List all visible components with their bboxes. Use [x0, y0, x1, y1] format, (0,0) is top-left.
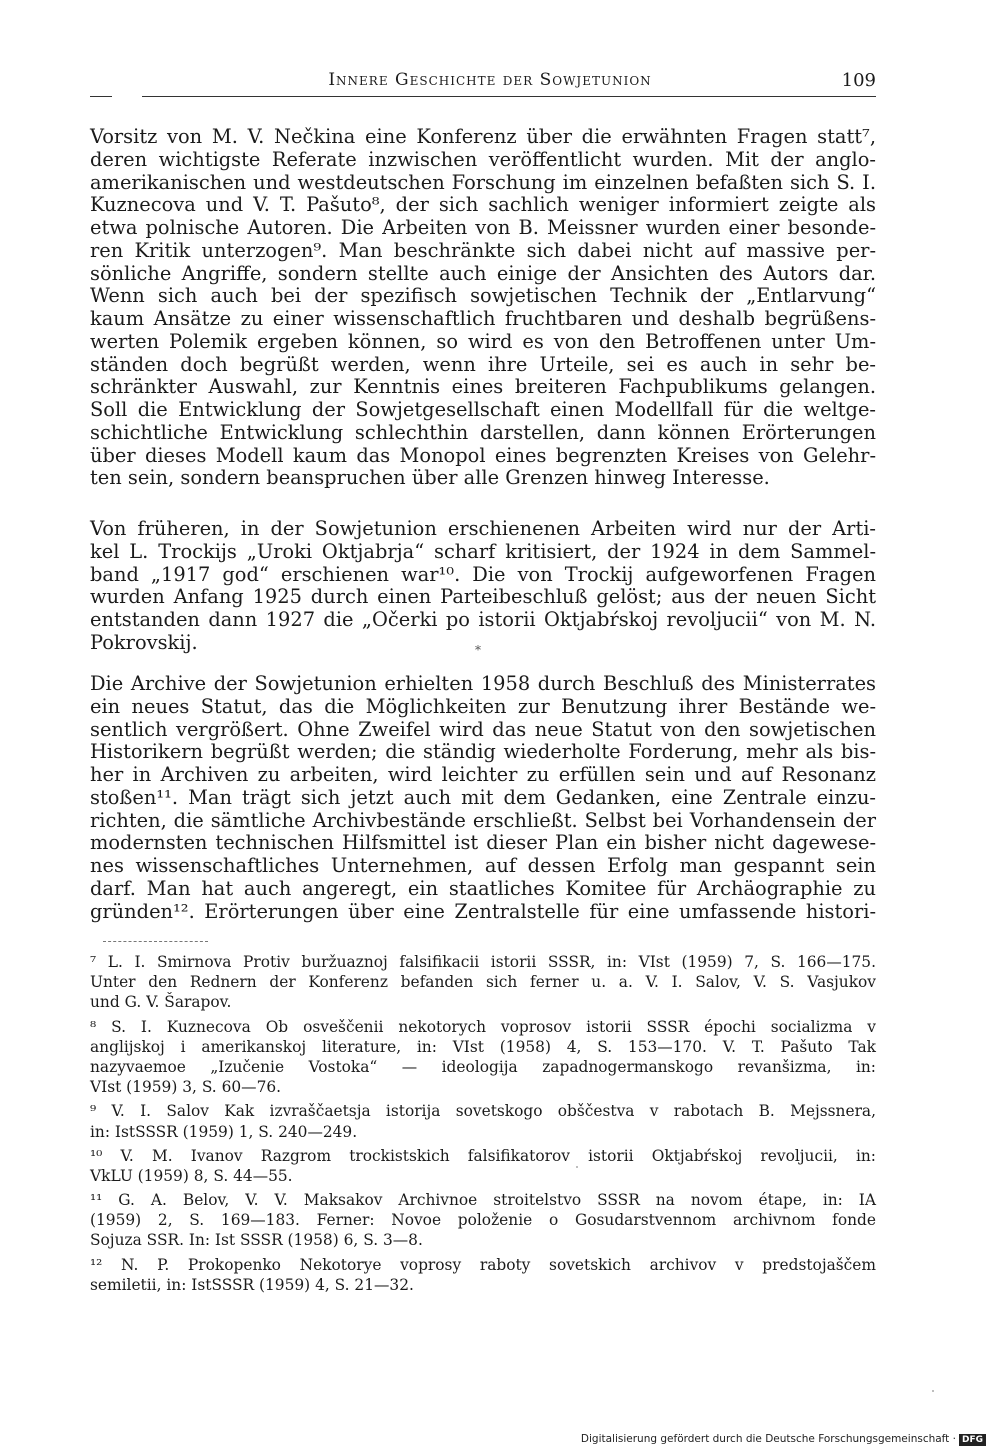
text-line: ten sein, sondern beanspruchen über alle Grenzen hinweg Interesse.	[90, 466, 770, 490]
footnote-11	[90, 1190, 876, 1251]
text-line: Von früheren, in der Sowjetunion erschienenen Arbeiten wird nur der Arti-	[90, 517, 876, 540]
text-line: Kuznecova und V. T. Pašuto⁸, der sich sachlich weniger informiert zeigte als	[90, 193, 876, 217]
text-line: ein neues Statut, das die Möglichkeiten zur Benutzung ihrer Bestände we-	[90, 694, 876, 718]
text-line: modernsten technischen Hilfsmittel ist dieser Plan ein bisher nicht dagewese-	[90, 831, 876, 855]
paragraph-2	[90, 518, 876, 655]
footnote-line: ¹¹ G. A. Belov, V. V. Maksakov Archivnoe stroitelstvo SSSR na novom étape, in: IA	[90, 1191, 876, 1210]
footnote-10	[90, 1146, 876, 1186]
footnote-line: in: IstSSSR (1959) 1, S. 240—249.	[90, 1122, 358, 1141]
text-line: Vorsitz von M. V. Nečkina eine Konferenz über die erwähnten Fragen statt⁷,	[90, 125, 876, 148]
footnote-line: Unter den Rednern der Konferenz befanden sich ferner u. a. V. I. Salov, V. S. Vasjukov	[90, 973, 876, 992]
dfg-logo: DFG	[959, 1434, 986, 1446]
header-rule-left-stub	[90, 96, 112, 97]
text-line: kaum Ansätze zu einer wissenschaftlich fruchtbaren und deshalb begrüßens-	[90, 307, 876, 330]
page-number: 109	[841, 70, 876, 91]
running-head: Innere Geschichte der Sowjetunion	[328, 70, 652, 90]
text-line: her in Archiven zu arbeiten, wird leichter zu erfüllen sein und auf Resonanz	[90, 763, 876, 786]
footnote-line: (1959) 2, S. 169—183. Ferner: Novoe položenie o Gosudarstvennom archivnom fonde	[90, 1211, 876, 1230]
footnote-line: VIst (1959) 3, S. 60—76.	[90, 1078, 282, 1097]
text-line: sentlich vergrößert. Ohne Zweifel wird das neue Statut von den sowjetischen	[90, 717, 876, 741]
header-rule	[142, 96, 876, 97]
footnote-line: semiletii, in: IstSSSR (1959) 4, S. 21—32.	[90, 1275, 414, 1294]
text-line: ständen doch begrüßt werden, wenn ihre Urteile, sei es auch in sehr be-	[90, 352, 876, 376]
paragraph-1	[90, 126, 876, 490]
text-line: wurden Anfang 1925 durch einen Parteibeschluß gelöst; aus der neuen Sicht	[90, 585, 876, 609]
text-line: schichtliche Entwicklung schlechthin darstellen, dann können Erörterungen	[90, 420, 876, 444]
footnote-9	[90, 1101, 876, 1141]
text-line: richten, die sämtliche Archivbestände erschließt. Selbst bei Vorhandensein der	[90, 808, 876, 832]
text-line: schränkter Auswahl, zur Kenntnis eines breiteren Fachpublikums gelangen.	[90, 375, 876, 399]
text-line: ren Kritik unterzogen⁹. Man beschränkte sich dabei nicht auf massive per-	[90, 238, 876, 262]
footnote-line: Sojuza SSR. In: Ist SSSR (1958) 6, S. 3—8.	[90, 1231, 423, 1250]
footnote-line: ¹² N. P. Prokopenko Nekotorye voprosy raboty sovetskich archivov v predstojaščem	[90, 1255, 876, 1274]
scan-speck	[932, 1390, 934, 1392]
footnote-line: nazyvaemoe „Izučenie Vostoka“ — ideologija zapadnogermanskogo revanšizma, in:	[90, 1057, 876, 1076]
text-line: Pokrovskij.	[90, 630, 198, 654]
footnote-line: anglijskoj i amerikanskoj literature, in: VIst (1958) 4, S. 153—170. V. T. Pašuto Tak	[90, 1037, 876, 1056]
text-line: über dieses Modell kaum das Monopol eines begrenzten Kreises von Gelehr-	[90, 443, 876, 467]
text-line: Soll die Entwicklung der Sowjetgesellschaft einen Modellfall für die weltge-	[90, 398, 876, 421]
text-line: sönliche Angriffe, sondern stellte auch einige der Ansichten des Autors dar.	[90, 261, 876, 285]
text-line: etwa polnische Autoren. Die Arbeiten von B. Meissner wurden einer besonde-	[90, 216, 876, 239]
text-line: nes wissenschaftliches Unternehmen, auf dessen Erfolg man gespannt sein	[90, 854, 876, 877]
text-line: Wenn sich auch bei der spezifisch sowjetischen Technik der „Entlarvung“	[90, 284, 876, 308]
scan-speck	[576, 1166, 578, 1168]
footnote-line: VkLU (1959) 8, S. 44—55.	[90, 1166, 293, 1185]
footnote-line: ⁸ S. I. Kuznecova Ob osveščenii nekotorych voprosov istorii SSSR épochi socializma v	[90, 1017, 876, 1036]
paragraph-3	[90, 673, 876, 923]
text-line: stoßen¹¹. Man trägt sich jetzt auch mit dem Gedanken, eine Zentrale einzu-	[90, 785, 876, 809]
footnote-12	[90, 1255, 876, 1295]
text-line: deren wichtigste Referate inzwischen veröffentlicht wurden. Mit der anglo-	[90, 147, 876, 171]
footnotes	[90, 952, 876, 1295]
text-line: kel L. Trockijs „Uroki Oktjabrja“ scharf kritisiert, der 1924 in dem Sammel-	[90, 539, 876, 563]
digitization-credit	[581, 1433, 986, 1446]
text-line: entstanden dann 1927 die „Očerki po istorii Oktjabŕskoj revoljucii“ von M. N.	[90, 608, 876, 631]
footnote-line: ⁹ V. I. Salov Kak izvraščaetsja istorija sovetskogo obščestva v rabotach B. Mejssnera,	[90, 1102, 876, 1121]
stray-asterisk-mark: *	[475, 643, 481, 657]
credit-text: Digitalisierung gefördert durch die Deutsche Forschungsgemeinschaft ·	[580, 1433, 956, 1445]
text-line: darf. Man hat auch angeregt, ein staatliches Komitee für Archäographie zu	[90, 876, 876, 900]
footnote-8	[90, 1017, 876, 1098]
footnote-line: und G. V. Šarapov.	[90, 993, 232, 1012]
footnote-line: ¹⁰ V. M. Ivanov Razgrom trockistskich falsifikatorov istorii Oktjabŕskoj revoljucii, in:	[90, 1146, 876, 1165]
text-line: Historikern begrüßt werden; die ständig wiederholte Forderung, mehr als bis-	[90, 740, 876, 764]
text-line: gründen¹². Erörterungen über eine Zentralstelle für eine umfassende histori-	[90, 899, 876, 923]
text-line: amerikanischen und westdeutschen Forschung im einzelnen befaßten sich S. I.	[90, 170, 876, 194]
text-line: Die Archive der Sowjetunion erhielten 1958 durch Beschluß des Ministerrates	[90, 672, 876, 695]
text-line: werten Polemik ergeben können, so wird es von den Betroffenen unter Um-	[90, 329, 876, 353]
footnote-line: ⁷ L. I. Smirnova Protiv buržuaznoj falsifikacii istorii SSSR, in: VIst (1959) 7, S. 166—175.	[90, 953, 876, 971]
footnote-7	[90, 952, 876, 1013]
text-line: band „1917 god“ erschienen war¹⁰. Die von Trockij aufgeworfenen Fragen	[90, 562, 876, 586]
footnote-separator	[103, 941, 208, 942]
